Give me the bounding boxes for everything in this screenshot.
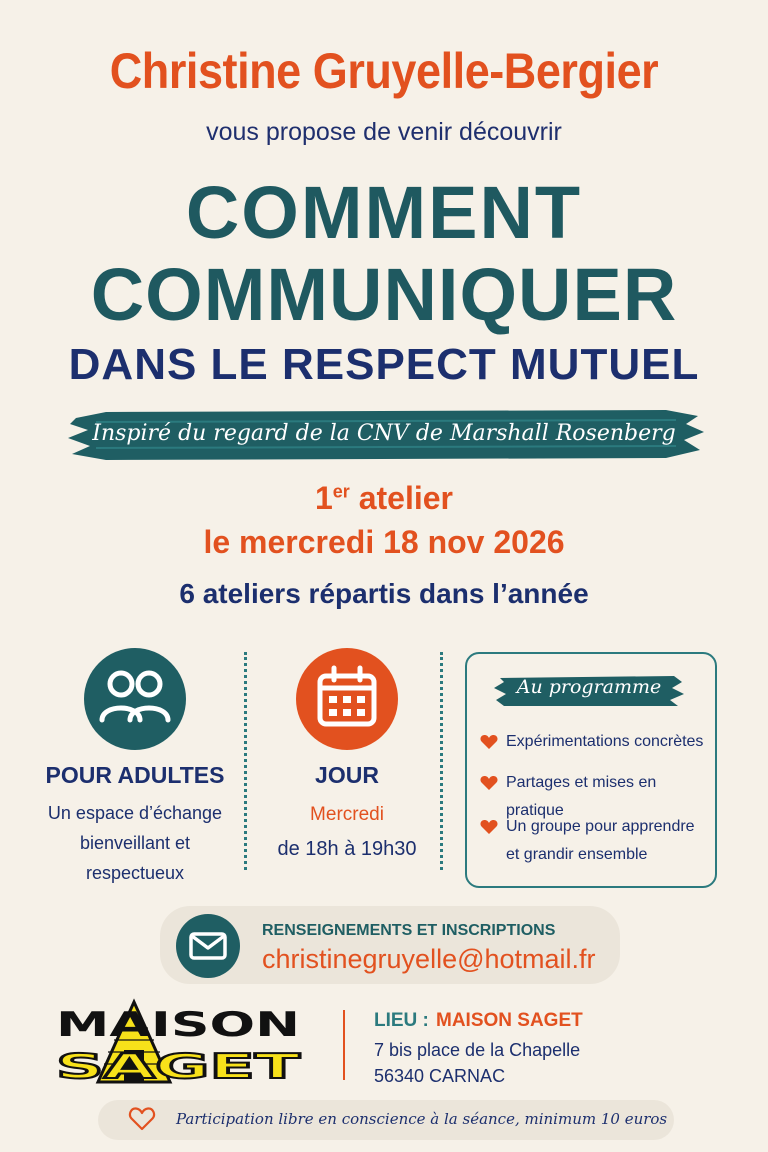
heart-icon	[480, 775, 498, 791]
venue-name: MAISON SAGET	[436, 1010, 583, 1031]
venue-divider	[343, 1010, 345, 1080]
intro-text: vous propose de venir découvrir	[206, 118, 562, 146]
audience-line-2: bienveillant et	[79, 833, 191, 853]
day-badge	[296, 648, 398, 750]
dotted-divider	[244, 652, 247, 870]
heart-outline-icon	[128, 1106, 156, 1132]
first-workshop-sup: er	[332, 481, 350, 502]
maison-saget-logo	[54, 998, 304, 1084]
program-title: Au programme	[516, 676, 662, 698]
program-item-3-line-1: Un groupe pour apprendre	[506, 818, 695, 835]
calendar-icon	[296, 648, 398, 750]
heart-icon	[480, 734, 498, 750]
title-line-2: COMMUNIQUER	[90, 253, 678, 336]
heart-icon	[480, 819, 498, 835]
first-workshop-date: le mercredi 18 nov 2026	[203, 524, 565, 560]
audience-line-1: Un espace d’échange	[47, 803, 223, 823]
audience-title: POUR ADULTES	[45, 762, 225, 788]
venue-address-line-2: 56340 CARNAC	[374, 1066, 506, 1086]
program-item-1: Expérimentations concrètes	[506, 733, 704, 750]
logo-text-line-1: MAISON	[56, 1005, 300, 1045]
venue-label: LIEU :	[374, 1010, 429, 1031]
first-workshop-word: atelier	[358, 480, 453, 516]
contact-label: RENSEIGNEMENTS ET INSCRIPTIONS	[262, 922, 556, 939]
subtitle-inspiration: Inspiré du regard de la CNV de Marshall Rosenberg	[92, 421, 676, 446]
adults-badge	[84, 648, 186, 750]
mail-icon	[176, 914, 240, 978]
audience-line-3: respectueux	[85, 863, 185, 883]
first-workshop-label	[0, 480, 768, 517]
footer-participation-text: Participation libre en conscience à la séance, minimum 10 euros	[176, 1110, 668, 1128]
title-line-1: COMMENT	[185, 171, 583, 254]
day-name: Mercredi	[310, 804, 384, 825]
dotted-divider	[440, 652, 443, 870]
program-item-3-line-2: et grandir ensemble	[506, 846, 648, 863]
title-line-3: DANS LE RESPECT MUTUEL	[68, 340, 700, 389]
mail-badge	[176, 914, 240, 978]
people-icon	[84, 648, 186, 750]
program-item-2: Partages et mises en pratique	[506, 774, 657, 819]
author-name: Christine Gruyelle-Bergier	[109, 43, 659, 99]
contact-email-link[interactable]: christinegruyelle@hotmail.fr	[262, 944, 596, 974]
day-title: JOUR	[315, 762, 379, 788]
logo-text-line-2: SAGET	[56, 1047, 302, 1084]
venue-address-line-1: 7 bis place de la Chapelle	[374, 1040, 581, 1060]
workshops-count: 6 ateliers répartis dans l’année	[179, 578, 589, 609]
day-hours: de 18h à 19h30	[277, 838, 417, 860]
first-workshop-number: 1	[315, 480, 333, 516]
